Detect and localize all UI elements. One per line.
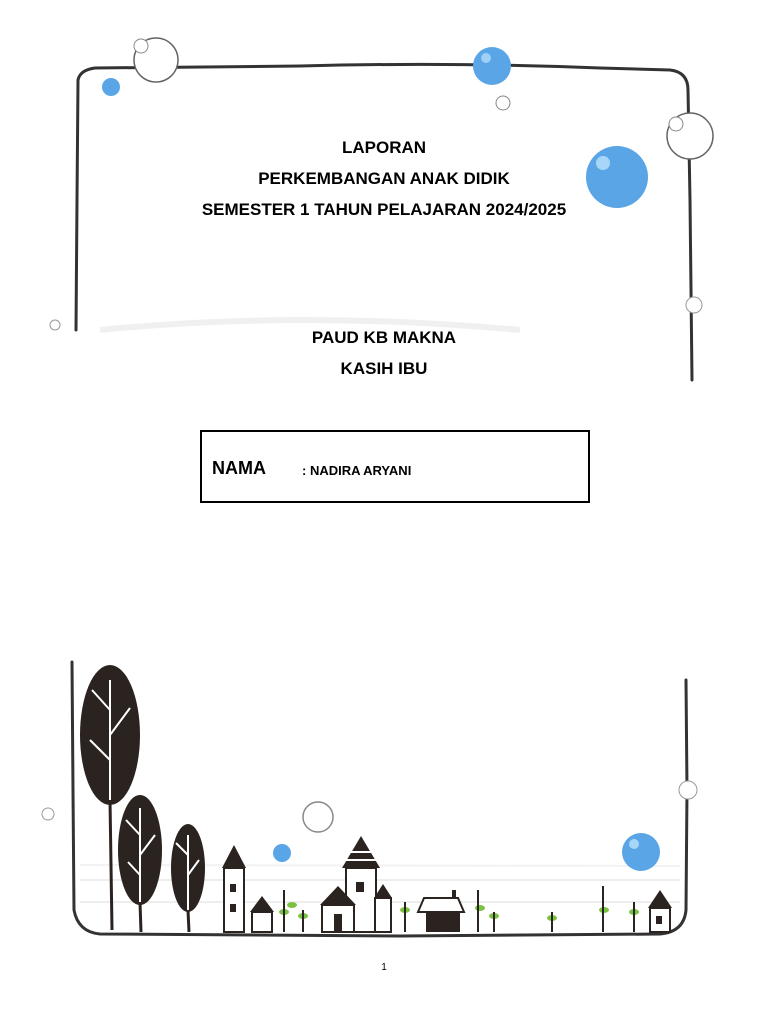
bottom-border-decoration <box>0 640 768 950</box>
tree-icon <box>118 795 162 932</box>
student-name-box <box>200 430 590 503</box>
bubble-outline-icon <box>679 781 697 799</box>
house-icon <box>418 890 464 932</box>
title-line-2: PERKEMBANGAN ANAK DIDIK <box>258 169 510 188</box>
name-label: NAMA <box>212 458 266 478</box>
house-icon <box>648 890 672 932</box>
page-number: 1 <box>381 962 387 973</box>
report-title <box>0 132 768 225</box>
bubble-outline-icon <box>303 802 333 832</box>
house-icon <box>222 845 246 932</box>
bubble-blue-icon <box>102 78 120 96</box>
name-value: : NADIRA ARYANI <box>302 463 412 478</box>
title-line-1: LAPORAN <box>341 138 427 157</box>
school-line-1: PAUD KB MAKNA <box>311 328 457 347</box>
tree-icon <box>171 824 205 932</box>
title-line-3: SEMESTER 1 TAHUN PELAJARAN 2024/2025 <box>201 200 567 219</box>
bubble-outline-icon <box>42 808 54 820</box>
school-line-2: KASIH IBU <box>340 359 428 378</box>
bubble-outline-icon <box>134 38 178 82</box>
bubble-blue-icon <box>273 844 291 862</box>
bubble-outline-icon <box>686 297 702 313</box>
bubble-outline-icon <box>496 96 510 110</box>
school-name <box>0 322 768 384</box>
bubble-blue-icon <box>622 833 660 871</box>
bubble-blue-icon <box>473 47 511 85</box>
